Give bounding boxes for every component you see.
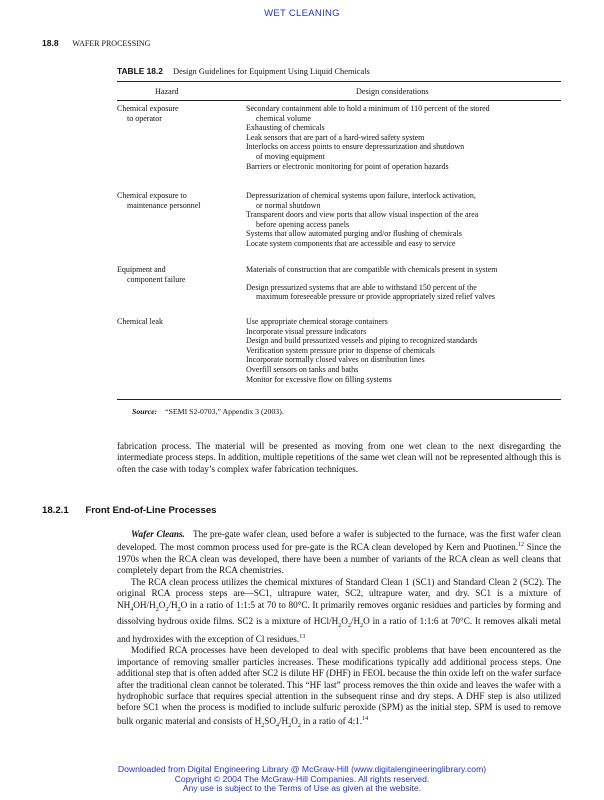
reference-marker: 14 [362,715,369,722]
section-number: 18.2.1 [42,505,69,516]
paragraph: Modified RCA processes have been developed to deal with specific problems that have been encountered as the importance of removing smaller particles increases. These modifications typically add additional process steps. One additional step that is often added after SC2 is dilute HF (DHF) in FEOL because the thin oxide left on the wafer surface after the traditional clean cannot be tolerated. This “HF last” process removes the thin oxide and leaves the wafer with a hydrophobic surface that requires special attention in the subsequent rinse and dry steps. A DHF step is also utilized before SC1 when the process is modified to include sulfuric peroxide (SPM) as the initial step. SPM is used to remove bulk organic material and consists of $H_2SO_4/H_2O_2$ in a ratio of 4:1.14 [117,645,561,729]
table-header-rule [117,100,561,101]
source-label: Source: [132,407,158,416]
table-hazard-cell: Chemical leak [117,317,163,326]
table-caption [117,66,370,76]
table-design-cell [246,317,564,384]
table-header-design: Design considerations [356,87,429,96]
table-bottom-rule [117,399,561,400]
intro-paragraph: fabrication process. The material will be presented as moving from one wet clean to the next disregarding the intermediate process steps. In addition, multiple repetitions of the same wet clean will not be represented although this is often the case with today’s complex wafer fabrication techniques. [117,441,561,474]
table-design-cell: Secondary containment able to hold a minimum of 110 percent of the stored chemical volume Exhausting of chemicals Leak sensors that are part of a hard-wired safety system Interlocks on access points to ensure depressurization and shutdown of moving equipment Barriers or electronic monitoring for point of operation hazards [246,104,564,171]
table-item: Interlocks on access points to ensure depressurization and shutdown [246,142,465,152]
paragraph: The RCA clean process utilizes the chemical mixtures of Standard Clean 1 (SC1) and Standard Clean 2 (SC2). The original RCA process steps are—SC1, ultrapure water, SC2, ultrapure water, and dry. SC1 is a mixture of $NH_4OH/H_2O_2/H_2O$ in a ratio of 1:1:5 at 70 to 80°C. It primarily removes organic residues and particles by forming and dissolving hydrous oxide films. SC2 is a mixture of HCl/$H_2O_2/H_2O$ in a ratio of 1:1:6 at 70°C. It removes alkali metal and hydroxides with the exception of Cl residues.$^{13}$ [117,576,562,645]
run-in-heading: Wafer Cleans. [131,529,185,539]
footer-terms: Any use is subject to the Terms of Use as given at the website. [182,783,422,794]
table-item: Leak sensors that are part of a hard-wired safety system [246,132,425,142]
table-item: Locate system components that are accessible and easy to service [246,238,456,248]
table-item: Overfill sensors on tanks and baths [246,364,359,374]
table-design-cell: Depressurization of chemical systems upon failure, interlock activation, or normal shutdown Transparent doors and view ports that allow visual inspection of the area before opening access panels Systems that allow automated purging and/or flushing of chemicals Locate system components that are accessible and easy to service [246,191,564,249]
table-hazard-cell: Chemical exposure to maintenance personnel [117,191,201,210]
table-item: Exhausting of chemicals [246,123,325,133]
footer-copyright: Copyright © 2004 The McGraw-Hill Companies. All rights reserved. [174,773,430,784]
table-design-cell: Materials of construction that are compatible with chemicals present in system Design pressurized systems that are able to withstand 150 percent of the maximum foreseeable pressure or provide appropriately sized relief valves [246,265,564,302]
table-source [132,407,284,416]
table-hazard-cell: Equipment and component failure [117,265,186,284]
table-item: Verification system pressure prior to dispense of chemicals [246,345,435,355]
table-item: Secondary containment able to hold a minimum of 110 percent of the stored [246,104,490,113]
table-item: Transparent doors and view ports that allow visual inspection of the area [246,210,479,220]
table-item: Monitor for excessive flow on filling systems [246,374,392,384]
footer-notice [0,765,604,794]
table-item: Systems that allow automated purging and/or flushing of chemicals [246,229,462,239]
table-item: Design and build pressurized vessels and piping to recognized standards [246,336,478,346]
section-heading [42,505,217,516]
source-text: “SEMI S2-0703,” Appendix 3 (2003). [165,407,284,416]
table-item: Design pressurized systems that are able to withstand 150 percent of the [246,282,477,292]
footer-download-link[interactable]: Downloaded from Digital Engineering Library @ McGraw-Hill (www.digitalengineeringlibrary.com) [117,764,487,774]
table-item: Materials of construction that are compatible with chemicals present in system [246,265,498,274]
page-header [42,38,150,48]
table-top-rule [117,81,561,82]
table-item: Incorporate normally closed valves on distribution lines [246,355,425,365]
table-hazard-cell: Chemical exposure to operator [117,104,179,123]
running-head: WAFER PROCESSING [72,39,151,48]
table-title: Design Guidelines for Equipment Using Liquid Chemicals [173,67,370,76]
section-title: Front End-of-Line Processes [85,505,217,516]
table-item: Incorporate visual pressure indicators [246,326,367,336]
table-item: Barriers or electronic monitoring for point of operation hazards [246,161,449,171]
reference-marker: 13 [299,633,306,640]
reference-marker: 12 [518,542,524,549]
table-item: Use appropriate chemical storage containers [246,317,388,326]
paragraph: Wafer Cleans. The pre-gate wafer clean, used before a wafer is subjected to the furnace, was the first wafer clean developed. The most common process used for pre-gate is the RCA clean developed by Kern and Puotinen.$^{12}$ Since the 1970s when the RCA clean was developed, there have been a number of variants of the RCA clean as well cleans that completely depart from the RCA chemistries. [117,529,562,576]
table-number: TABLE 18.2 [117,66,163,76]
table-item: Depressurization of chemical systems upon failure, interlock activation, [246,191,476,200]
body-text [117,529,561,732]
page-number: 18.8 [42,38,59,48]
running-banner: WET CLEANING [264,8,340,19]
table-header-hazard: Hazard [155,87,179,96]
